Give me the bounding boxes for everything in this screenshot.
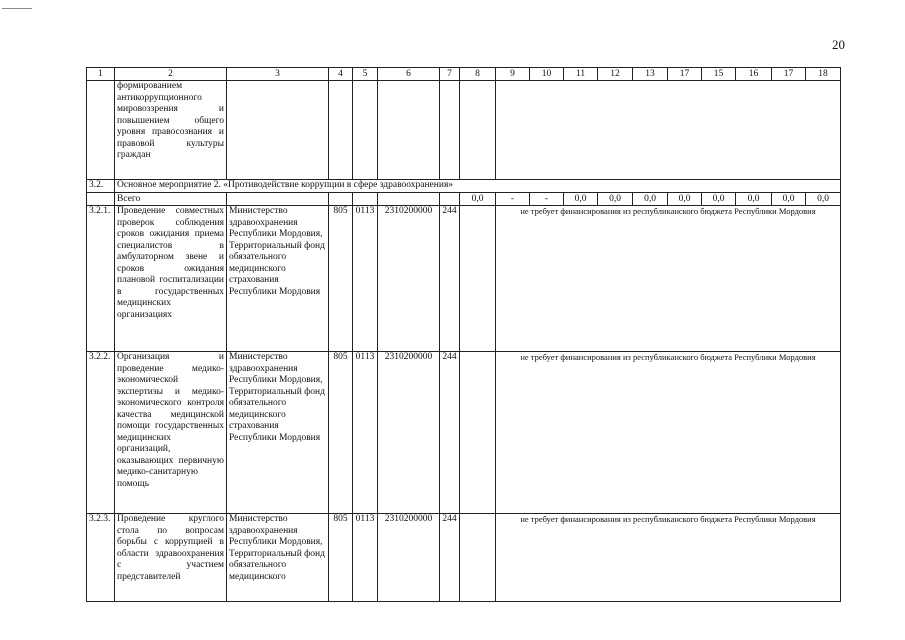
total-value: 0,0 bbox=[598, 193, 633, 206]
corner-mark bbox=[2, 8, 32, 9]
column-number: 5 bbox=[353, 68, 378, 81]
code-section: 0113 bbox=[353, 514, 378, 602]
code-grbs: 805 bbox=[329, 514, 353, 602]
total-value: 0,0 bbox=[772, 193, 806, 206]
total-value: 0,0 bbox=[702, 193, 736, 206]
program-table bbox=[86, 67, 841, 602]
executor: Министерство здравоохранения Республики Мордовия, Территориальный фонд обязательного медицинского bbox=[227, 514, 329, 602]
executor: Министерство здравоохранения Республики Мордовия, Территориальный фонд обязательного медицинского страхования Республики Мордовия bbox=[227, 206, 329, 352]
section-title: Основное мероприятие 2. «Противодействие коррупции в сфере здравоохранения» bbox=[115, 180, 841, 193]
financing-note: не требует финансирования из республиканского бюджета Республики Мордовия bbox=[496, 206, 841, 352]
code-section: 0113 bbox=[353, 206, 378, 352]
column-number: 16 bbox=[736, 68, 772, 81]
column-number: 2 bbox=[115, 68, 227, 81]
column-number: 17 bbox=[772, 68, 806, 81]
total-value: 0,0 bbox=[633, 193, 668, 206]
column-number: 18 bbox=[806, 68, 841, 81]
measure-name: Организация и проведение медико-экономической экспертизы и медико-экономического контроля качества медицинской помощи государственных медицинских организаций, оказывающих первичную медико-санитарную помощь bbox=[115, 352, 227, 514]
code-target: 2310200000 bbox=[378, 514, 440, 602]
measure-name: Проведение совместных проверок соблюдения сроков ожидания приема специалистов в амбулаторном звене и сроков ожидания плановой госпитализации в государственных медицинских организациях bbox=[115, 206, 227, 352]
column-number: 11 bbox=[564, 68, 598, 81]
section-row bbox=[87, 180, 841, 193]
table-row bbox=[87, 352, 841, 514]
total-label: Всего bbox=[115, 193, 227, 206]
column-number: 10 bbox=[530, 68, 564, 81]
column-number: 15 bbox=[702, 68, 736, 81]
column-number: 1 bbox=[87, 68, 115, 81]
column-number: 3 bbox=[227, 68, 329, 81]
total-value: 0,0 bbox=[564, 193, 598, 206]
total-row bbox=[87, 193, 841, 206]
column-number: 7 bbox=[440, 68, 460, 81]
code-expense: 244 bbox=[440, 352, 460, 514]
column-number: 6 bbox=[378, 68, 440, 81]
executor: Министерство здравоохранения Республики Мордовия, Территориальный фонд обязательного медицинского страхования Республики Мордовия bbox=[227, 352, 329, 514]
code-grbs: 805 bbox=[329, 352, 353, 514]
total-value: 0,0 bbox=[806, 193, 841, 206]
row-number: 3.2.1. bbox=[87, 206, 115, 352]
total-value: 0,0 bbox=[460, 193, 496, 206]
page-number: 20 bbox=[832, 37, 845, 52]
row-number: 3.2.2. bbox=[87, 352, 115, 514]
continuation-row bbox=[87, 81, 841, 180]
section-number: 3.2. bbox=[87, 180, 115, 193]
total-value: 0,0 bbox=[668, 193, 702, 206]
column-number: 9 bbox=[496, 68, 530, 81]
table-row bbox=[87, 514, 841, 602]
financing-note: не требует финансирования из республиканского бюджета Республики Мордовия bbox=[496, 352, 841, 514]
total-value: - bbox=[496, 193, 530, 206]
code-section: 0113 bbox=[353, 352, 378, 514]
row-number: 3.2.3. bbox=[87, 514, 115, 602]
column-number: 8 bbox=[460, 68, 496, 81]
column-number: 12 bbox=[598, 68, 633, 81]
column-number: 4 bbox=[329, 68, 353, 81]
continuation-text: формированием антикоррупционного мировоззрения и повышением общего уровня правосознания и правовой культуры граждан bbox=[115, 81, 227, 180]
column-number: 17 bbox=[668, 68, 702, 81]
total-value: 0,0 bbox=[736, 193, 772, 206]
code-target: 2310200000 bbox=[378, 352, 440, 514]
financing-note: не требует финансирования из республиканского бюджета Республики Мордовия bbox=[496, 514, 841, 602]
column-number: 13 bbox=[633, 68, 668, 81]
total-value: - bbox=[530, 193, 564, 206]
measure-name: Проведение круглого стола по вопросам борьбы с коррупцией в области здравоохранения с участием представителей bbox=[115, 514, 227, 602]
code-grbs: 805 bbox=[329, 206, 353, 352]
code-expense: 244 bbox=[440, 206, 460, 352]
column-number-row bbox=[87, 68, 841, 81]
code-target: 2310200000 bbox=[378, 206, 440, 352]
table-row bbox=[87, 206, 841, 352]
code-expense: 244 bbox=[440, 514, 460, 602]
